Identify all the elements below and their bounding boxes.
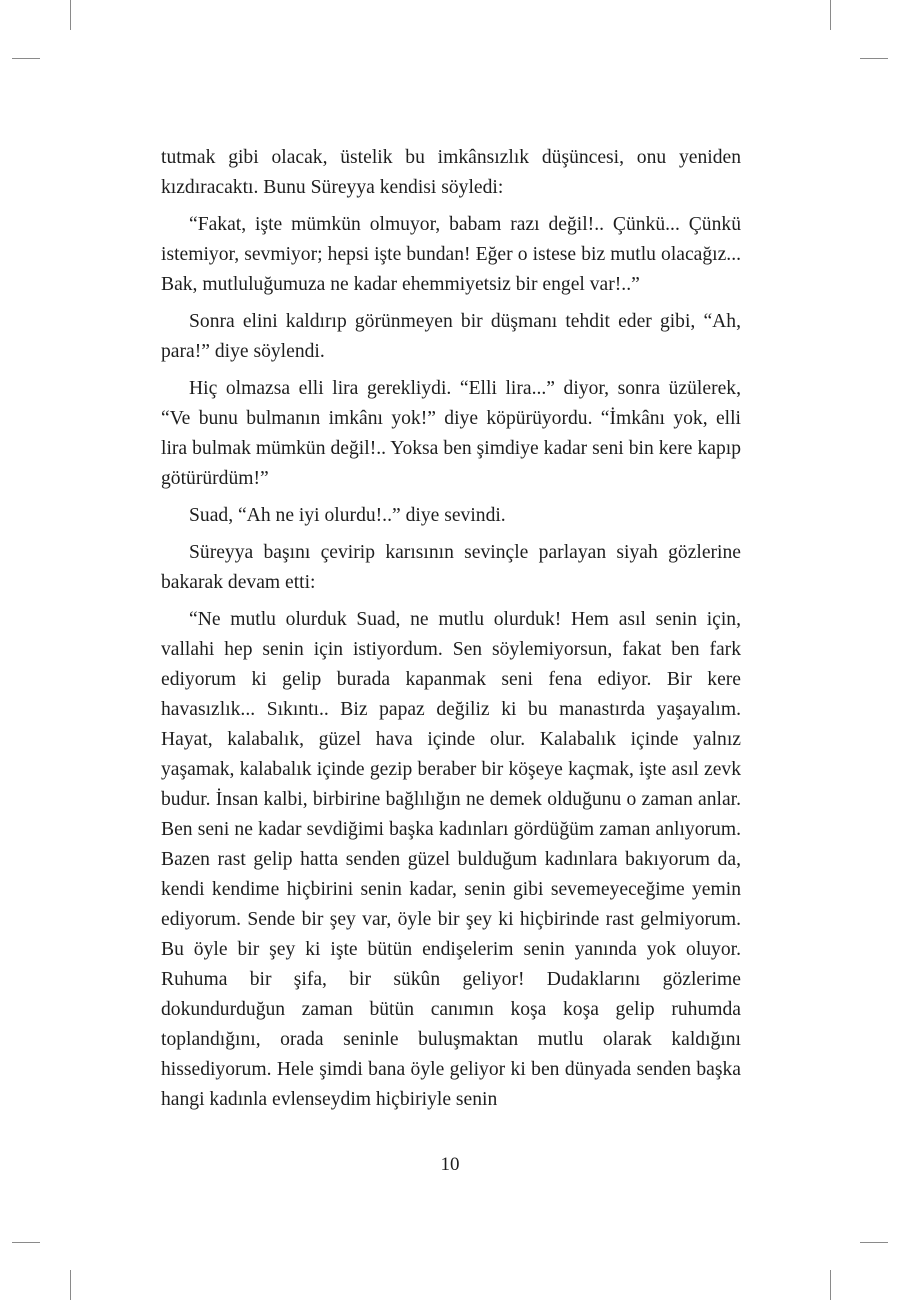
crop-mark-top-left bbox=[70, 0, 71, 30]
crop-mark-right-bottom bbox=[860, 1242, 888, 1243]
crop-mark-right-top bbox=[860, 58, 888, 59]
paragraph: Hiç olmazsa elli lira gerekliydi. “Elli lira...” diyor, sonra üzülerek, “Ve bunu bulmanın imkânı yok!” diye köpürüyordu. “İmkânı yok, elli lira bulmak mümkün değil!.. Yoksa ben şimdiye kadar seni bin kere kapıp götürürdüm!” bbox=[161, 378, 741, 489]
paragraph: tutmak gibi olacak, üstelik bu imkânsızlık düşüncesi, onu yeniden kızdıracaktı. Bunu Süreyya kendisi söyledi: bbox=[161, 147, 741, 198]
paragraph: Süreyya başını çevirip karısının sevinçle parlayan siyah gözlerine bakarak devam etti: bbox=[161, 542, 741, 593]
paragraph: Suad, “Ah ne iyi olurdu!..” diye sevindi. bbox=[189, 505, 506, 526]
crop-mark-left-bottom bbox=[12, 1242, 40, 1243]
crop-mark-top-right bbox=[830, 0, 831, 30]
crop-mark-bottom-left bbox=[70, 1270, 71, 1300]
paragraph: “Fakat, işte mümkün olmuyor, babam razı değil!.. Çünkü... Çünkü istemiyor, sevmiyor; hepsi işte bundan! Eğer o istese biz mutlu olacağız... Bak, mutluluğumuza ne kadar ehemmiyetsiz bir engel var!..” bbox=[161, 214, 741, 295]
body-text bbox=[161, 143, 741, 1122]
crop-mark-bottom-right bbox=[830, 1270, 831, 1300]
paragraph: “Ne mutlu olurduk Suad, ne mutlu olurduk! Hem asıl senin için, vallahi hep senin için istiyordum. Sen söylemiyorsun, fakat ben fark ediyorum ki gelip burada kapanmak seni fena ediyor. Bir kere havasızlık... Sıkıntı.. Biz papaz değiliz ki bu manastırda yaşayalım. Hayat, kalabalık, güzel hava içinde olur. Kalabalık içinde yalnız yaşamak, kalabalık içinde gezip beraber bir köşeye kaçmak, işte asıl zevk budur. İnsan kalbi, birbirine bağlılığın ne demek olduğunu o zaman anlar. Ben seni ne kadar sevdiğimi başka kadınları gördüğüm zaman anlıyorum. Bazen rast gelip hatta senden güzel bulduğum kadınlara bakıyorum da, kendi kendime hiçbirini senin kadar, senin gibi sevemeyeceğime yemin ediyorum. Sende bir şey var, öyle bir şey ki hiçbirinde rast gelmiyorum. Bu öyle bir şey ki işte bütün endişelerim senin yanında yok oluyor. Ruhuma bir şifa, bir sükûn geliyor! Dudaklarını gözlerime dokundurduğun zaman bütün canımın koşa koşa gelip ruhumda toplandığını, orada seninle buluşmaktan mutlu olarak kaldığını hissediyorum. Hele şimdi bana öyle geliyor ki ben dünyada senden başka hangi kadınla evlenseydim hiçbiriyle senin bbox=[161, 609, 741, 1110]
crop-mark-left-top bbox=[12, 58, 40, 59]
paragraph: Sonra elini kaldırıp görünmeyen bir düşmanı tehdit eder gibi, “Ah, para!” diye söylendi. bbox=[161, 311, 741, 362]
page-number: 10 bbox=[440, 1154, 460, 1175]
